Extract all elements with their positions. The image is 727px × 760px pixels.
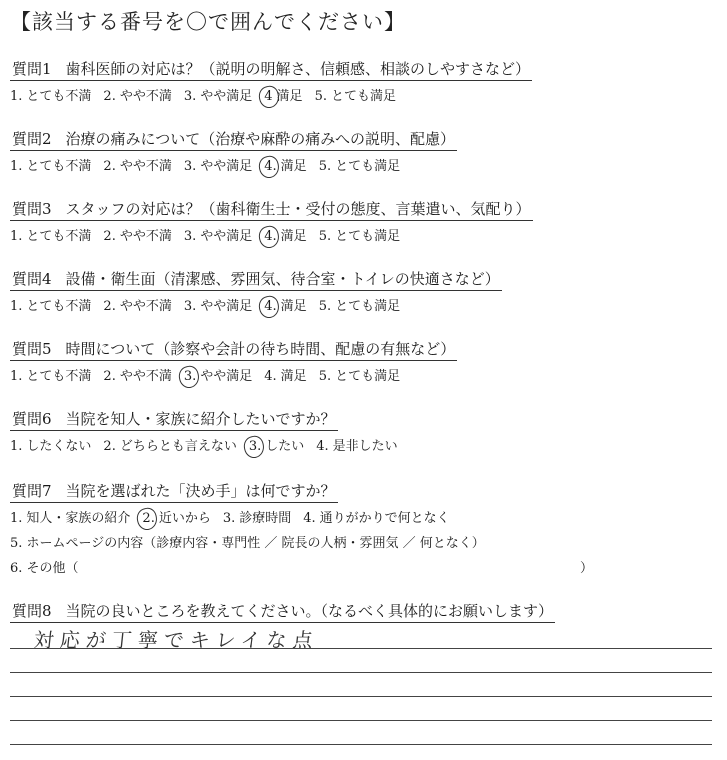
question-number: 質問5 xyxy=(12,340,52,358)
answer-option[interactable] xyxy=(10,365,91,384)
answer-option[interactable] xyxy=(103,435,236,454)
answer-option-selected[interactable] xyxy=(142,507,210,526)
question-6 xyxy=(10,408,710,454)
answer-option[interactable] xyxy=(184,85,252,104)
option-label: 満足 xyxy=(280,369,307,384)
answer-option-selected[interactable] xyxy=(264,295,306,314)
option-number: 2. xyxy=(103,369,116,384)
option-label: とても満足 xyxy=(335,369,401,384)
option-number: 1. xyxy=(10,299,23,314)
question-number: 質問4 xyxy=(12,270,52,288)
answer-line xyxy=(10,672,712,673)
question-number: 質問3 xyxy=(12,200,52,218)
option-number: 5. xyxy=(318,369,332,384)
answer-line xyxy=(10,720,712,721)
option-label: したくない xyxy=(26,439,92,454)
option-label: とても不満 xyxy=(26,89,92,104)
answer-option[interactable] xyxy=(103,85,171,104)
answer-options xyxy=(10,507,710,526)
option-number: 4. xyxy=(264,229,276,244)
handwritten-answer[interactable]: 対応が丁寧でキレイな点 xyxy=(32,628,320,652)
question-4-title xyxy=(10,268,502,291)
option-number: 4. xyxy=(316,439,329,454)
hand-drawn-circle-icon xyxy=(242,434,266,460)
question-text: スタッフの対応は？（歯科衛生士・受付の態度、言葉遣い、気配り） xyxy=(65,200,531,218)
hand-drawn-circle-icon xyxy=(135,506,159,532)
answer-option[interactable] xyxy=(319,295,400,314)
option-number: 2. xyxy=(103,229,116,244)
option-number: 2. xyxy=(103,439,116,454)
option-number: 4. xyxy=(303,511,316,526)
answer-option-selected[interactable] xyxy=(264,85,302,104)
answer-option[interactable] xyxy=(10,507,130,526)
option-number: 3. xyxy=(249,439,261,454)
answer-line xyxy=(10,696,712,697)
hand-drawn-circle-icon xyxy=(257,224,281,250)
answer-option[interactable] xyxy=(103,155,171,174)
option-number: 2. xyxy=(142,511,154,526)
option-label: やや不満 xyxy=(119,369,172,384)
option-number: 1. xyxy=(10,89,23,104)
option-number: 5. xyxy=(314,89,327,104)
answer-option[interactable] xyxy=(103,365,171,384)
question-6-title xyxy=(10,408,338,431)
answer-options xyxy=(10,85,710,104)
option-number: 3. xyxy=(183,89,197,104)
question-text: 歯科医師の対応は？（説明の明解さ、信頼感、相談のしやすさなど） xyxy=(65,60,530,78)
question-1 xyxy=(10,58,710,104)
question-5 xyxy=(10,338,710,384)
option-label: やや満足 xyxy=(200,229,253,244)
answer-option[interactable] xyxy=(10,295,91,314)
answer-option[interactable] xyxy=(184,155,252,174)
option-label: 満足 xyxy=(280,229,307,244)
answer-option-selected[interactable] xyxy=(264,225,306,244)
question-3-title xyxy=(10,198,533,221)
answer-options xyxy=(10,225,710,244)
option-label: 診療時間 xyxy=(239,511,292,526)
question-3 xyxy=(10,198,710,244)
option-label: やや不満 xyxy=(119,229,172,244)
option-label: やや不満 xyxy=(119,159,172,174)
option-label: とても不満 xyxy=(26,299,92,314)
option-number: 1. xyxy=(10,229,23,244)
answer-option[interactable] xyxy=(223,507,291,526)
question-text: 当院を知人・家族に紹介したいですか？ xyxy=(65,410,336,428)
option-number: 2. xyxy=(103,159,116,174)
answer-option-selected[interactable] xyxy=(264,155,306,174)
option-label: 6. その他（ xyxy=(10,561,79,576)
option-number: 1. xyxy=(10,439,23,454)
answer-line xyxy=(10,744,712,745)
question-number: 質問6 xyxy=(12,410,52,428)
hand-drawn-circle-icon xyxy=(177,364,201,390)
question-number: 質問8 xyxy=(12,602,52,620)
question-2 xyxy=(10,128,710,174)
answer-option[interactable] xyxy=(10,85,91,104)
option-label: とても満足 xyxy=(330,89,396,104)
option-label: 知人・家族の紹介 xyxy=(26,511,131,526)
answer-option-selected[interactable] xyxy=(249,435,304,454)
question-text: 設備・衛生面（清潔感、雰囲気、待合室・トイレの快適さなど） xyxy=(65,270,500,288)
question-2-title xyxy=(10,128,457,151)
option-number: 5. xyxy=(318,229,332,244)
option-label: 通りがかりで何となく xyxy=(319,511,450,526)
answer-option-selected[interactable] xyxy=(184,365,252,384)
question-text: 治療の痛みについて（治療や麻酔の痛みへの説明、配慮） xyxy=(65,130,455,148)
option-number: 5. xyxy=(318,159,332,174)
option-label: どちらとも言えない xyxy=(119,439,237,454)
answer-option[interactable] xyxy=(10,155,91,174)
option-label: とても満足 xyxy=(335,229,401,244)
option-number: 1. xyxy=(10,511,23,526)
option-label: 是非したい xyxy=(332,439,398,454)
answer-option[interactable] xyxy=(10,435,91,454)
option-number: 4. xyxy=(264,299,276,314)
page-title: 【該当する番号を〇で囲んでください】 xyxy=(10,10,406,34)
question-text: 時間について（診察や会計の待ち時間、配慮の有無など） xyxy=(65,340,456,358)
answer-options xyxy=(10,365,710,384)
answer-options xyxy=(10,435,710,454)
answer-option[interactable] xyxy=(319,225,400,244)
option-label: とても不満 xyxy=(26,159,92,174)
option-label: とても満足 xyxy=(335,299,401,314)
answer-options xyxy=(10,155,710,174)
option-label: とても不満 xyxy=(26,369,92,384)
option-label: 近いから xyxy=(158,511,211,526)
option-number: 3. xyxy=(183,229,197,244)
answer-option[interactable] xyxy=(184,295,252,314)
option-number: 4. xyxy=(264,369,277,384)
option-label: 満足 xyxy=(280,299,307,314)
answer-option[interactable] xyxy=(319,155,400,174)
question-number: 質問7 xyxy=(12,482,52,500)
option-number: 2. xyxy=(103,89,116,104)
option-number: 1. xyxy=(10,369,23,384)
question-number: 質問2 xyxy=(12,130,52,148)
answer-option[interactable] xyxy=(103,295,171,314)
answer-option[interactable] xyxy=(303,507,449,526)
answer-options xyxy=(10,295,710,314)
question-7 xyxy=(10,480,710,576)
question-5-title xyxy=(10,338,457,361)
closing-paren: ） xyxy=(580,561,594,576)
option-label: とても不満 xyxy=(26,229,92,244)
option-number: 3. xyxy=(183,159,197,174)
answer-option[interactable] xyxy=(316,435,397,454)
question-4 xyxy=(10,268,710,314)
option-number: 3. xyxy=(183,299,197,314)
option-number: 5. xyxy=(318,299,332,314)
question-1-title xyxy=(10,58,532,81)
option-number: 4 xyxy=(264,89,272,104)
option-label: やや不満 xyxy=(119,299,172,314)
option-number: 2. xyxy=(103,299,116,314)
answer-option[interactable] xyxy=(264,365,306,384)
hand-drawn-circle-icon xyxy=(257,154,281,180)
option-number: 1. xyxy=(10,159,23,174)
option-number: 3. xyxy=(184,369,196,384)
option-number: 4. xyxy=(264,159,276,174)
option-label: やや満足 xyxy=(200,369,253,384)
option-number: 3. xyxy=(222,511,236,526)
question-text: 当院を選ばれた「決め手」は何ですか？ xyxy=(65,482,336,500)
answer-option[interactable] xyxy=(315,85,396,104)
hand-drawn-circle-icon xyxy=(257,294,281,320)
question-text: 当院の良いところを教えてください。（なるべく具体的にお願いします） xyxy=(65,602,554,620)
option-label: したい xyxy=(265,439,305,454)
answer-option[interactable] xyxy=(103,225,171,244)
answer-option-other[interactable] xyxy=(10,557,710,576)
answer-option[interactable] xyxy=(319,365,400,384)
answer-option[interactable]: 5. ホームページの内容（診療内容・専門性 ／ 院長の人柄・雰囲気 ／ 何となく） xyxy=(10,536,485,551)
option-label: 満足 xyxy=(280,159,307,174)
question-8-title xyxy=(10,600,555,623)
answer-option[interactable] xyxy=(184,225,252,244)
option-label: やや不満 xyxy=(119,89,172,104)
option-label: とても満足 xyxy=(335,159,401,174)
option-label: やや満足 xyxy=(200,89,253,104)
question-8 xyxy=(10,600,710,623)
answer-line xyxy=(10,648,712,649)
question-number: 質問1 xyxy=(12,60,52,78)
option-label: 満足 xyxy=(276,89,303,104)
option-label: やや満足 xyxy=(200,159,253,174)
question-7-title xyxy=(10,480,338,503)
answer-option[interactable] xyxy=(10,225,91,244)
option-label: やや満足 xyxy=(200,299,253,314)
